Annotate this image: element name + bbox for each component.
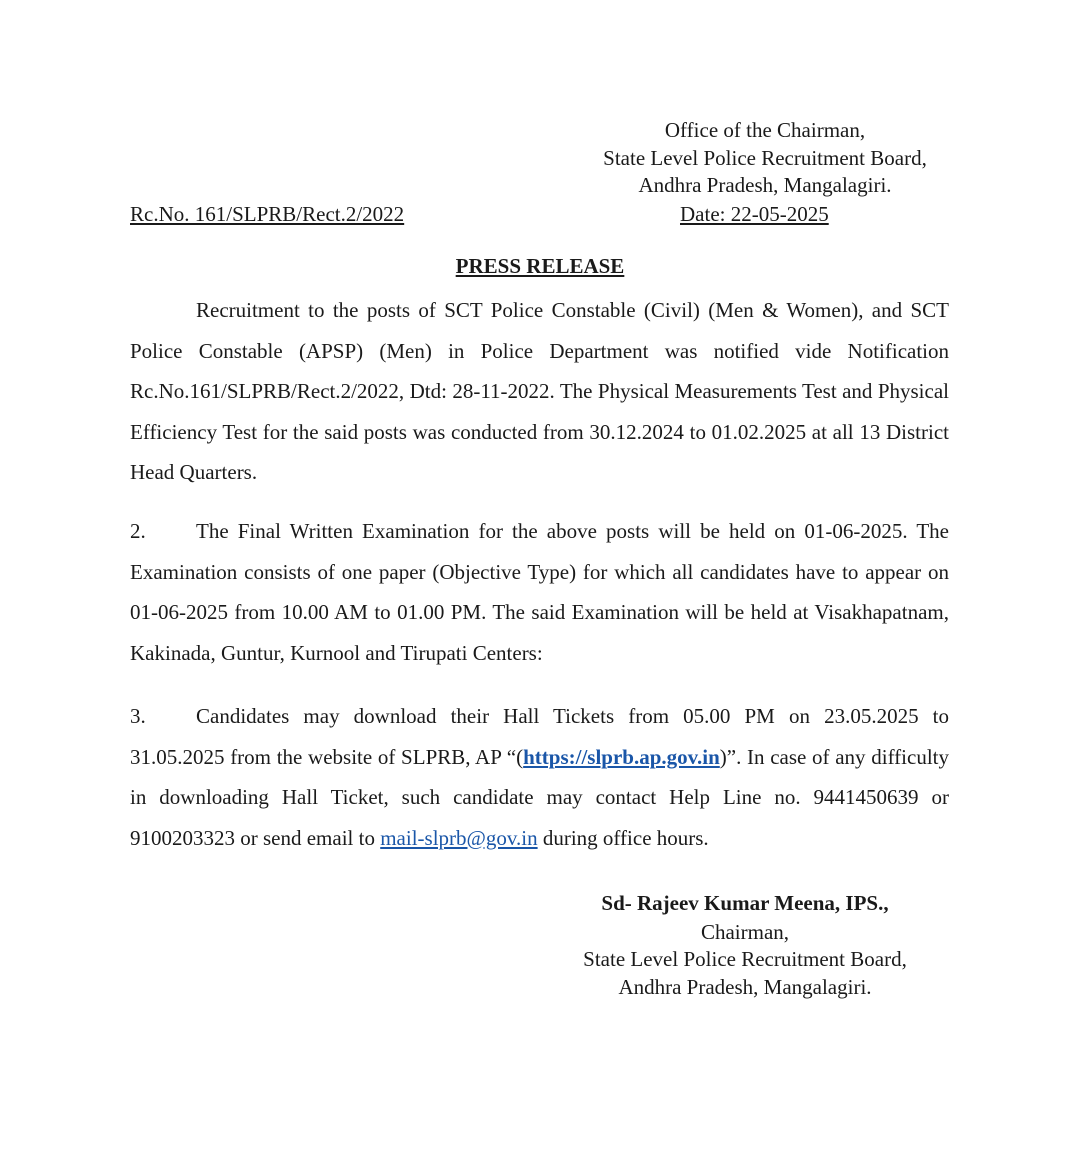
paragraph-2-number: 2. [130, 519, 146, 543]
paragraph-3-text-after-link: )”. In case of any difficulty in downloading Hall Ticket, such candidate may contact Help Line no. 9441450639 or 9100203323 or send email to [130, 744, 949, 850]
paragraph-3-text-end: during office hours. [537, 825, 709, 850]
signatory-org-line-1: State Level Police Recruitment Board, [583, 947, 907, 971]
signature-block [545, 890, 945, 1001]
office-line-2: State Level Police Recruitment Board, [603, 145, 927, 170]
paragraph-2-text: The Final Written Examination for the above posts will be held on 01-06-2025. The Examination consists of one paper (Objective Type) for which all candidates have to appear on 01-06-2025 from 10.00 AM to 01.00 PM. The said Examination will be held at Visakhapatnam, Kakinada, Guntur, Kurnool and Tirupati Centers: [130, 519, 949, 665]
page-title: PRESS RELEASE [455, 254, 625, 278]
paragraph-2 [130, 511, 949, 673]
paragraph-1 [130, 290, 949, 493]
office-line-1: Office of the Chairman, [664, 118, 866, 142]
paragraph-3-number: 3. [130, 704, 146, 728]
paragraph-3-text-before-link: Candidates may download their Hall Tickets from 05.00 PM on 23.05.2025 to 31.05.2025 from the website of SLPRB, AP “( [130, 704, 949, 769]
reference-number: Rc.No. 161/SLPRB/Rect.2/2022 [130, 202, 405, 226]
paragraph-1-text: Recruitment to the posts of SCT Police Constable (Civil) (Men & Women), and SCT Police Constable (APSP) (Men) in Police Department was notified vide Notification Rc.No.161/SLPRB/Rect.2/2022, Dtd: 28-11-2022. The Physical Measurements Test and Physical Efficiency Test for the said posts was conducted from 30.12.2024 to 01.02.2025 at all 13 District Head Quarters. [130, 298, 949, 484]
signatory-designation: Chairman, [700, 919, 790, 944]
website-link[interactable]: https://slprb.ap.gov.in [523, 744, 720, 769]
release-date: Date: 22-05-2025 [680, 202, 829, 226]
signatory-name: Sd- Rajeev Kumar Meena, IPS., [601, 891, 889, 915]
email-link[interactable]: mail-slprb@gov.in [380, 825, 538, 850]
signatory-org-line-2: Andhra Pradesh, Mangalagiri. [618, 974, 872, 999]
paragraph-3 [130, 696, 949, 858]
office-address-block [560, 117, 970, 200]
office-line-3: Andhra Pradesh, Mangalagiri. [638, 173, 892, 197]
